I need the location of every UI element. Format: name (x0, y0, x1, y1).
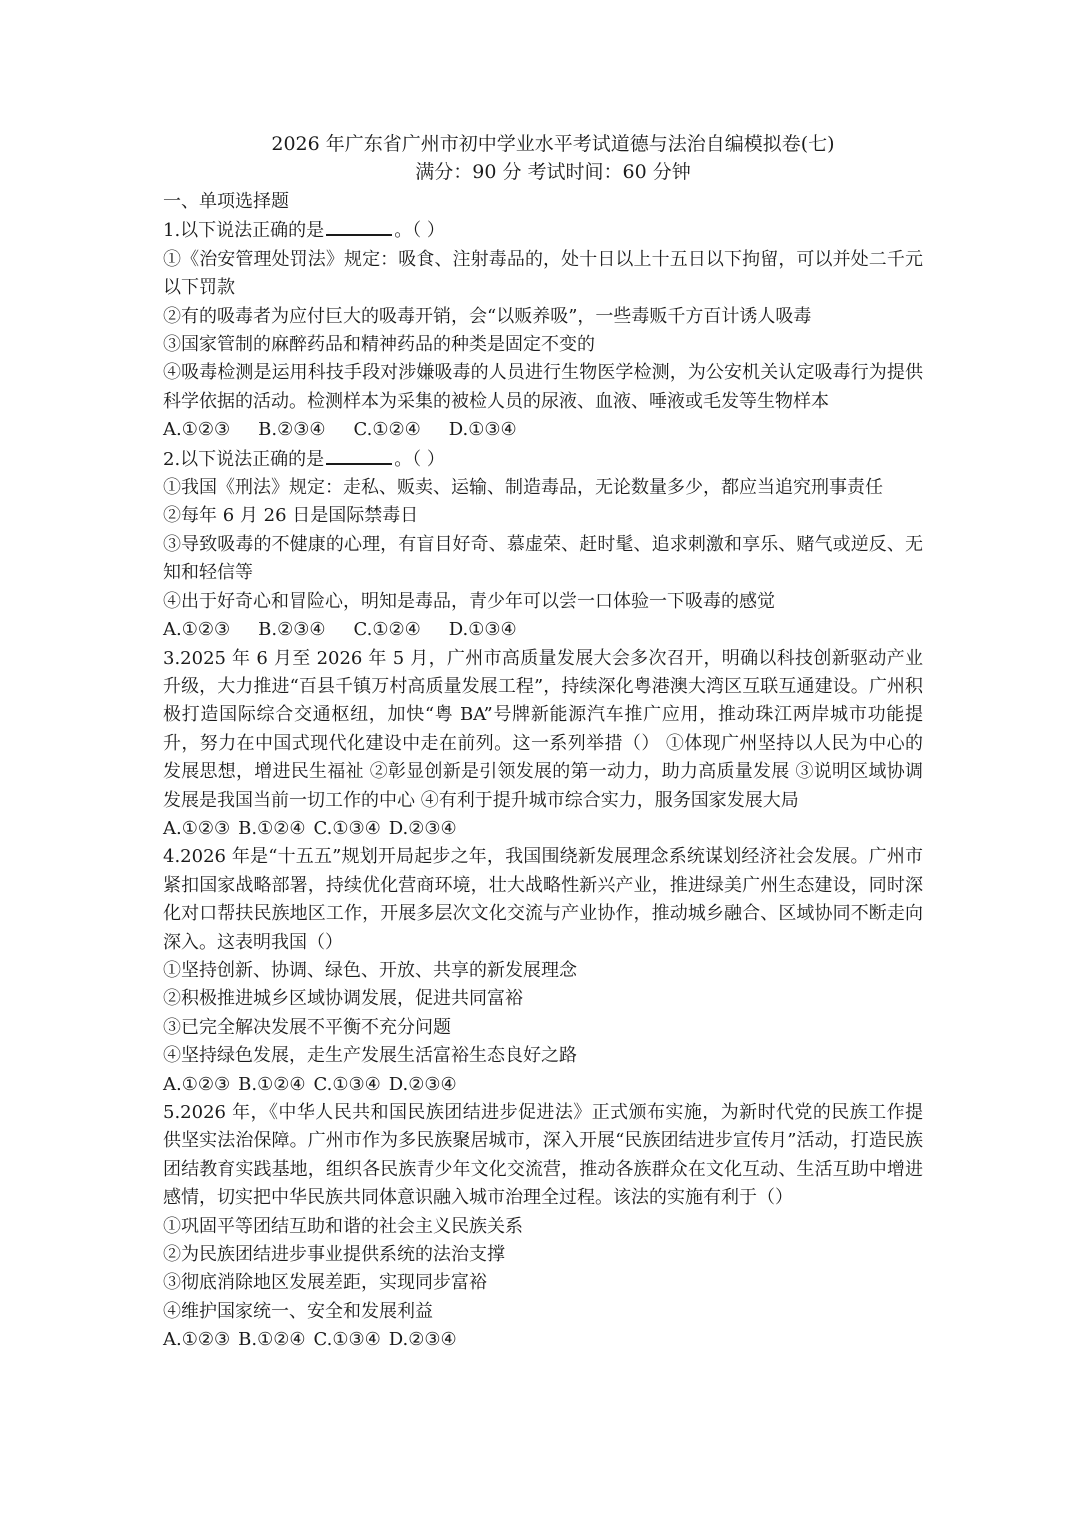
question-5-text: 5.2026 年，《中华人民共和国民族团结进步促进法》正式颁布实施，为新时代党的民族工作提供坚实法治保障。广州市作为多民族聚居城市，深入开展“民族团结进步宣传月”活动，打造民族团结教育实践基地，组织各民族青少年文化交流营，推动各族群众在文化互动、生活互助中增进感情，切实把中华民族共同体意识融入城市治理全过程。该法的实施有利于（） (163, 1102, 923, 1209)
question-5-item-1: ①巩固平等团结互助和谐的社会主义民族关系 (163, 1215, 523, 1237)
option-b: B.①②④ (238, 817, 306, 839)
question-1-stem (163, 216, 923, 245)
option-b: B.①②④ (238, 1073, 306, 1095)
question-5-item-2: ②为民族团结进步事业提供系统的法治支撑 (163, 1244, 505, 1266)
answer-blank (326, 216, 392, 236)
option-a: A.①②③ (163, 1073, 231, 1095)
option-d: D.①③④ (448, 619, 517, 641)
question-2 (163, 445, 923, 645)
option-a: A.①②③ (163, 817, 231, 839)
question-1-item-3: ③国家管制的麻醉药品和精神药品的种类是固定不变的 (163, 334, 595, 356)
option-c: C.①②④ (353, 619, 421, 641)
question-1-item-1: ①《治安管理处罚法》规定：吸食、注射毒品的，处十日以上十五日以下拘留，可以并处二千元以下罚款 (163, 248, 923, 299)
question-1-options (163, 416, 923, 444)
question-2-item-1: ①我国《刑法》规定：走私、贩卖、运输、制造毒品，无论数量多少，都应当追究刑事责任 (163, 477, 883, 499)
option-a: A.①②③ (163, 619, 231, 641)
question-2-item-4: ④出于好奇心和冒险心，明知是毒品，青少年可以尝一口体验一下吸毒的感觉 (163, 590, 775, 612)
question-4-options (163, 1071, 923, 1099)
option-c: C.①②④ (353, 419, 421, 441)
question-5 (163, 1099, 923, 1355)
question-4-item-1: ①坚持创新、协调、绿色、开放、共享的新发展理念 (163, 959, 577, 981)
option-d: D.②③④ (388, 817, 457, 839)
question-3-text: 3.2025 年 6 月至 2026 年 5 月，广州市高质量发展大会多次召开，明确以科技创新驱动产业升级，大力推进“百县千镇万村高质量发展工程”，持续深化粤港澳大湾区互联互通建设。广州积极打造国际综合交通枢纽，加快“粤 BA”号牌新能源汽车推广应用，推动珠江两岸城市功能提升，努力在中国式现代化建设中走在前列。这一系列举措（） ①体现广州坚持以人民为中心的发展思想，增进民生福祉 ②彰显创新是引领发展的第一动力，助力高质量发展 ③说明区域协调发展是我国当前一切工作的中心 ④有利于提升城市综合实力，服务国家发展大局 (163, 647, 923, 811)
question-3-options (163, 815, 923, 843)
question-1-stem-end: 。（ ） (394, 220, 445, 242)
option-c: C.①③④ (313, 1329, 381, 1351)
question-5-item-3: ③彻底消除地区发展差距，实现同步富裕 (163, 1272, 487, 1294)
option-b: B.②③④ (258, 619, 326, 641)
question-1-item-2: ②有的吸毒者为应付巨大的吸毒开销，会“以贩养吸”，一些毒贩千方百计诱人吸毒 (163, 305, 812, 327)
question-4-item-2: ②积极推进城乡区域协调发展，促进共同富裕 (163, 988, 523, 1010)
question-4 (163, 843, 923, 1099)
option-b: B.②③④ (258, 419, 326, 441)
question-4-text: 4.2026 年是“十五五”规划开局起步之年，我国围绕新发展理念系统谋划经济社会发展。广州市紧扣国家战略部署，持续优化营商环境，壮大战略性新兴产业，推进绿美广州生态建设，同时深化对口帮扶民族地区工作，开展多层次文化交流与产业协作，推动城乡融合、区域协同不断走向深入。这表明我国（） (163, 846, 923, 953)
exam-title: 2026 年广东省广州市初中学业水平考试道德与法治自编模拟卷(七) (271, 133, 835, 155)
option-c: C.①③④ (313, 1073, 381, 1095)
question-2-item-3: ③导致吸毒的不健康的心理，有盲目好奇、慕虚荣、赶时髦、追求刺激和享乐、赌气或逆反、无知和轻信等 (163, 533, 923, 584)
option-d: D.②③④ (388, 1329, 457, 1351)
option-d: D.①③④ (448, 419, 517, 441)
question-2-stem (163, 445, 923, 474)
question-2-options (163, 616, 923, 644)
option-a: A.①②③ (163, 419, 231, 441)
question-3 (163, 645, 923, 844)
question-2-item-2: ②每年 6 月 26 日是国际禁毒日 (163, 505, 419, 527)
question-1-item-4: ④吸毒检测是运用科技手段对涉嫌吸毒的人员进行生物医学检测，为公安机关认定吸毒行为提供科学依据的活动。检测样本为采集的被检人员的尿液、血液、唾液或毛发等生物样本 (163, 362, 923, 412)
option-a: A.①②③ (163, 1329, 231, 1351)
option-b: B.①②④ (238, 1329, 306, 1351)
question-4-item-4: ④坚持绿色发展，走生产发展生活富裕生态良好之路 (163, 1045, 577, 1067)
question-1 (163, 216, 923, 444)
answer-blank (326, 445, 392, 465)
question-5-item-4: ④维护国家统一、安全和发展利益 (163, 1300, 433, 1322)
question-2-stem-text: 2.以下说法正确的是 (163, 448, 325, 470)
question-2-stem-end: 。（ ） (394, 448, 445, 470)
exam-subtitle: 满分：90 分 考试时间：60 分钟 (415, 161, 691, 183)
question-1-stem-text: 1.以下说法正确的是 (163, 220, 325, 242)
option-d: D.②③④ (388, 1073, 457, 1095)
exam-page (163, 130, 923, 1355)
question-4-item-3: ③已完全解决发展不平衡不充分问题 (163, 1016, 451, 1038)
option-c: C.①③④ (313, 817, 381, 839)
section-heading: 一、单项选择题 (163, 191, 289, 212)
question-5-options (163, 1326, 923, 1354)
